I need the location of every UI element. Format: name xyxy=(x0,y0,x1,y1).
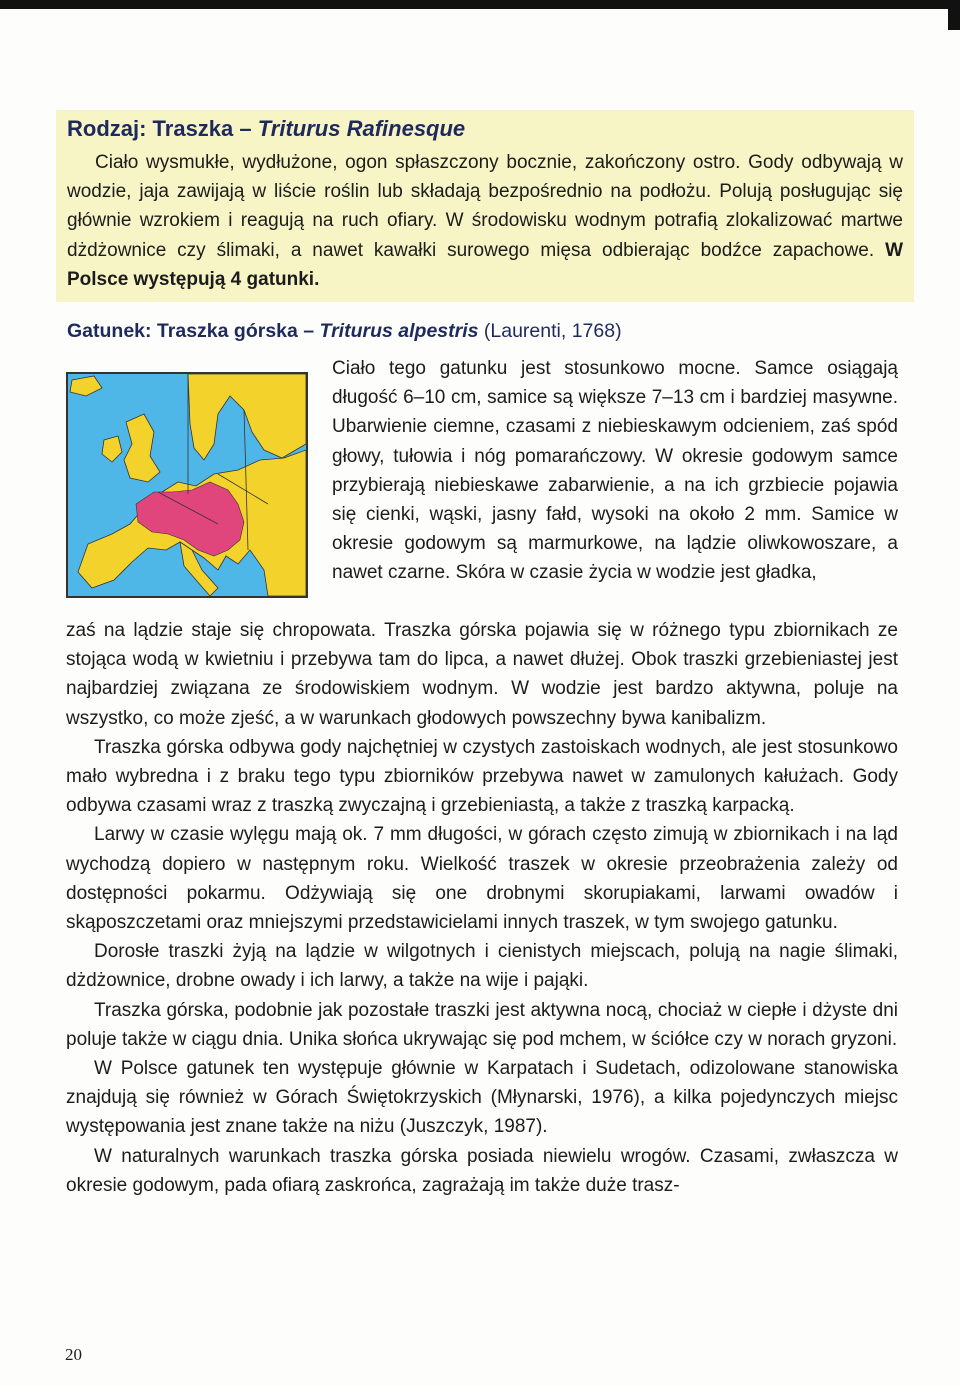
paragraph: W Polsce gatunek ten występuje głównie w Karpatach i Sudetach, odizolowane stanowiska znajdują się również w Górach Świętokrzyskich (Młynarski, 1976), a kilka pojedynczych miejsc występowania jest znane także na niżu (Juszczyk, 1987). xyxy=(66,1058,898,1138)
paragraph: W naturalnych warunkach traszka górska posiada niewielu wrogów. Czasami, zwłaszcza w okresie godowym, pada ofiarą zaskrońca, zagrażają im także duże trasz- xyxy=(66,1145,898,1196)
species-heading xyxy=(67,320,917,343)
paragraph: Dorosłe traszki żyją na lądzie w wilgotnych i cienistych miejscach, polują na nagie ślimaki, dżdżownice, drobne owady i ich larwy, a także na wije i pająki. xyxy=(66,941,898,992)
paragraph: zaś na lądzie staje się chropowata. Traszka górska pojawia się w różnego typu zbiornikach ze stojąca wodą w kwietniu i przebywa tam do lipca, a nawet dłużej. Obok traszki grzebieniastej jest najbardziej związana ze środowiskiem wodnym. W wodzie jest bardzo aktywna, poluje na wszystko, co może zjeść, a w warunkach głodowych powszechny bywa kanibalizm. xyxy=(66,620,898,729)
species-author: (Laurenti, 1768) xyxy=(478,320,622,342)
species-label: Gatunek: Traszka górska – xyxy=(67,320,320,342)
scan-corner-mark xyxy=(948,0,960,30)
genus-text: Ciało wysmukłe, wydłużone, ogon spłaszczony bocznie, zakończony ostro. Gody odbywają w wodzie, jaja zawijają w liście roślin lub składają bezpośrednio na podłożu. Polują posługując się głównie wzrokiem i reagują na ruch ofiary. W środowisku wodnym potrafią zlokalizować martwe dżdżownice czy ślimaki, a nawet kawałki surowego mięsa odbierając bodźce zapachowe. xyxy=(67,152,903,261)
paragraph: Larwy w czasie wylęgu mają ok. 7 mm długości, w górach często zimują w zbiornikach i na ląd wychodzą dopiero w następnym roku. Wielkość traszek w okresie przeobrażenia zależy od dostępności pokarmu. Odżywiają się one drobnymi skorupiakami, larwami owadów i skąposzczetami oraz mniejszymi przedstawicielami innych traszek, w tym swojego gatunku. xyxy=(66,824,898,934)
distribution-map xyxy=(66,372,308,598)
genus-title-latin: Triturus Rafinesque xyxy=(257,116,466,141)
genus-title xyxy=(67,116,907,142)
europe-map-graphic xyxy=(68,374,306,596)
species-latin-name: Triturus alpestris xyxy=(319,320,479,342)
species-description-side: Ciało tego gatunku jest stosunkowo mocne. Samce osiągają długość 6–10 cm, samice są większe 7–13 cm i bardziej masywne. Ubarwienie ciemne, czasami z niebieskawym odcieniem, zaś spód głowy, tułowia i nóg pomarańczowy. W okresie godowym samce przybierają niebieskawe zabarwienie, a na ich grzbiecie pojawia się cienki, wąski, jasny fałd, wysoki na około 2 mm. Samice w okresie godowym są marmurkowe, na lądzie oliwkowoszare, a nawet czarne. Skóra w czasie życia w wodzie jest gładka, xyxy=(332,358,898,584)
page-top-border xyxy=(0,0,960,9)
genus-species-count: W Polsce występują 4 gatunki. xyxy=(67,239,903,290)
genus-description xyxy=(67,148,903,294)
paragraph: Traszka górska, podobnie jak pozostałe traszki jest aktywna nocą, chociaż w ciepłe i dżyste dni poluje także w ciągu dnia. Unika słońca ukrywając się pod mchem, w ściółce czy w norach gryzoni. xyxy=(66,999,898,1050)
paragraph: Traszka górska odbywa gody najchętniej w czystych zastoiskach wodnych, ale jest stosunkowo mało wybredna i z braku tego typu zbiorników przebywa nawet w zamulonych kałużach. Gody odbywa czasami wraz z traszką zwyczajną i grzebieniastą, a także z traszką karpacką. xyxy=(66,736,898,817)
genus-title-prefix: Rodzaj: Traszka – xyxy=(67,116,258,141)
species-description-main xyxy=(66,616,898,1200)
page-number: 20 xyxy=(65,1345,82,1364)
